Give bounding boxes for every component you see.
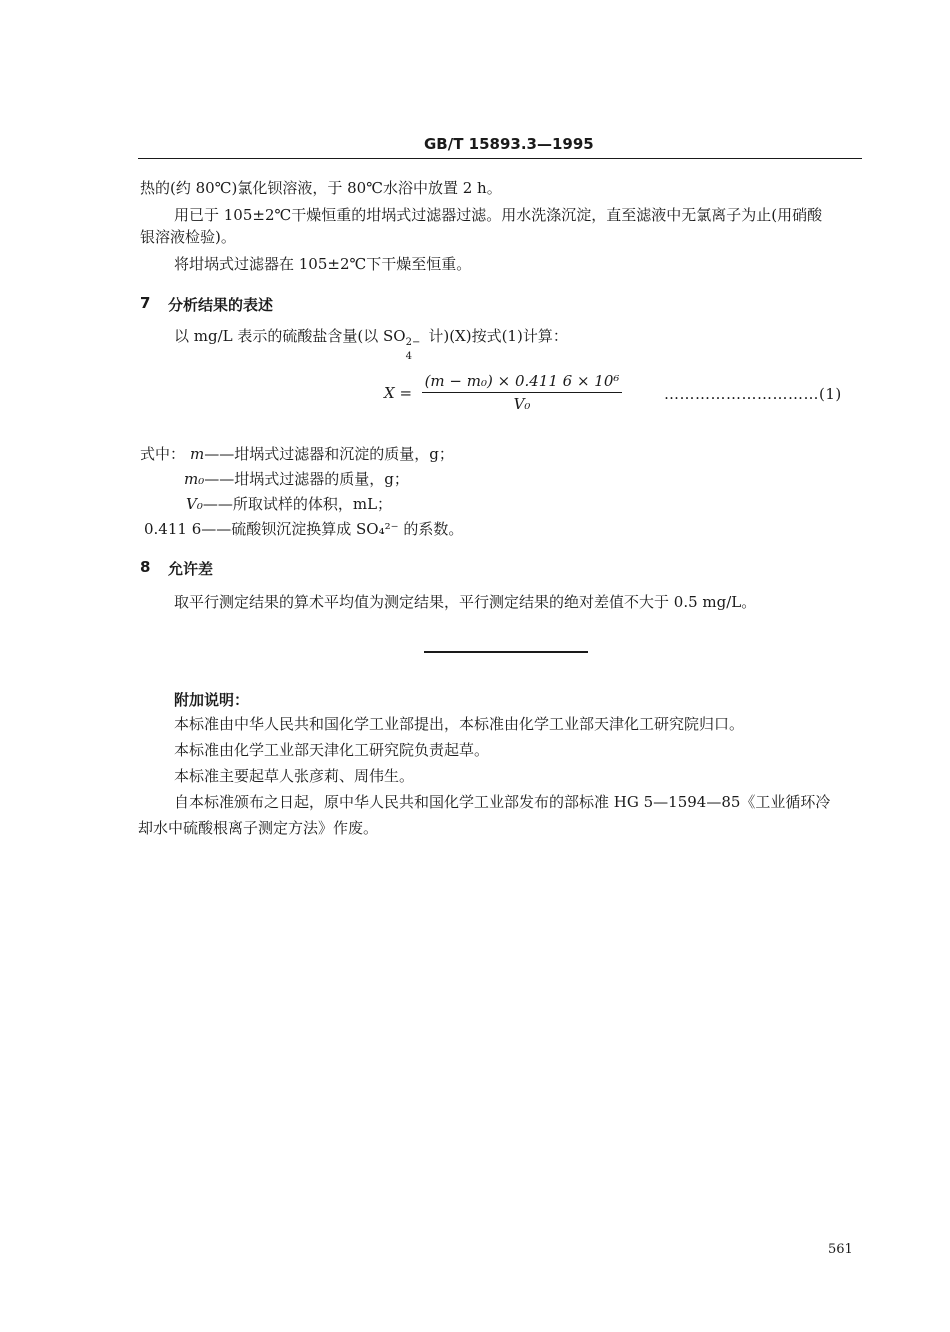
section-8-number: 8 [140, 558, 151, 576]
formula-lhs: X = [384, 384, 413, 402]
body-line-2: 用已于 105±2℃干燥恒重的坩埚式过滤器过滤。用水洗涤沉淀，直至滤液中无氯离子为止(用硝酸 [174, 206, 823, 224]
formula-denominator: V₀ [513, 395, 531, 413]
body-line-1: 热的(约 80℃)氯化钡溶液，于 80℃水浴中放置 2 h。 [140, 179, 502, 197]
var-m: m——坩埚式过滤器和沉淀的质量，g； [190, 445, 454, 463]
end-rule [424, 651, 588, 653]
where-label: 式中： [140, 445, 186, 463]
header-rule [138, 158, 862, 159]
notes-line-3: 本标准主要起草人张彦莉、周伟生。 [174, 767, 415, 785]
formula-fraction [422, 372, 622, 413]
standard-code: GB/T 15893.3—1995 [424, 135, 594, 153]
page-number: 561 [828, 1242, 853, 1257]
section-7-intro: 以 mg/L 表示的硫酸盐含量(以 SO 2− 4 计)(X)按式(1)计算： [174, 327, 568, 362]
notes-title: 附加说明： [174, 691, 250, 709]
notes-line-2: 本标准由化学工业部天津化工研究院负责起草。 [174, 741, 490, 759]
section-8-title: 允许差 [168, 560, 214, 578]
notes-line-4: 自本标准颁布之日起，原中华人民共和国化学工业部发布的部标准 HG 5—1594—85《工业循环冷 [174, 793, 831, 811]
var-coefficient: 0.411 6——硫酸钡沉淀换算成 SO₄²⁻ 的系数。 [144, 520, 464, 538]
notes-line-1: 本标准由中华人民共和国化学工业部提出，本标准由化学工业部天津化工研究院归口。 [174, 715, 745, 733]
formula-numerator: (m − m₀) × 0.411 6 × 10⁶ [424, 372, 620, 390]
section-7-title: 分析结果的表述 [168, 296, 274, 314]
section-7-number: 7 [140, 294, 151, 312]
var-m0: m₀——坩埚式过滤器的质量，g； [184, 470, 409, 488]
notes-line-5: 却水中硫酸根离子测定方法》作废。 [138, 819, 379, 837]
fraction-bar [422, 392, 622, 393]
section-8-text: 取平行测定结果的算术平均值为测定结果，平行测定结果的绝对差值不大于 0.5 mg/L。 [174, 593, 757, 611]
body-line-4: 将坩埚式过滤器在 105±2℃下干燥至恒重。 [174, 255, 472, 273]
var-v0: V₀——所取试样的体积，mL； [186, 495, 393, 513]
formula-equation-number: …………………………(1) [664, 385, 842, 403]
body-line-3: 银溶液检验)。 [140, 228, 236, 246]
